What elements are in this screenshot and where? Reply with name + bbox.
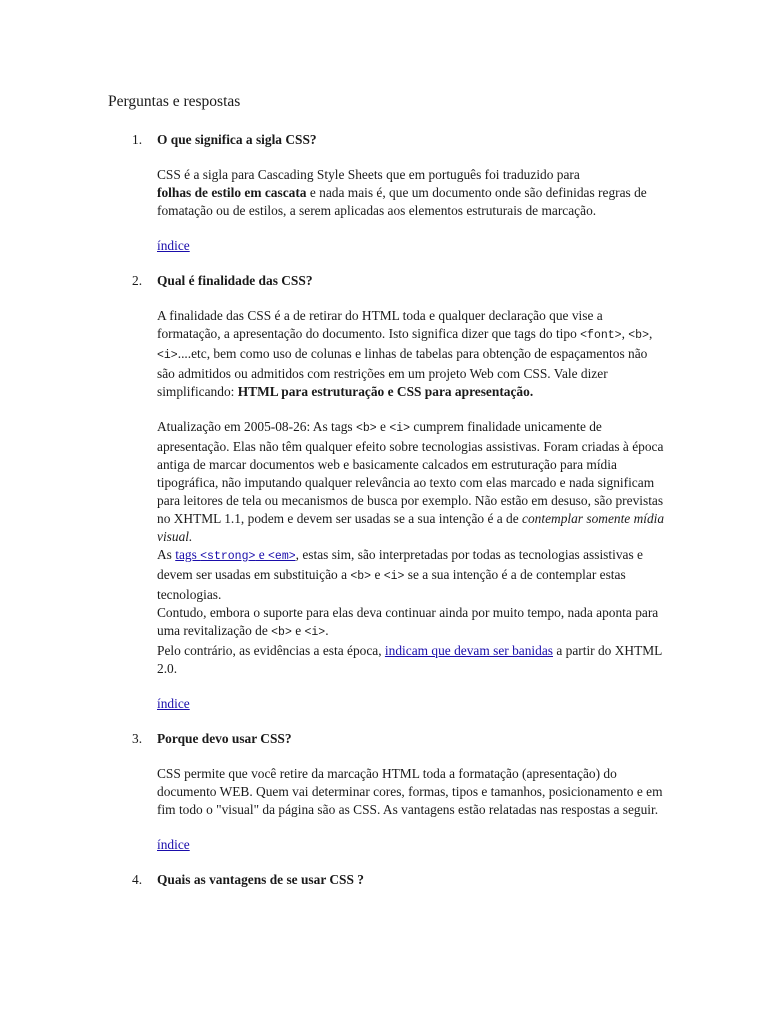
code-tag: <font> [580,329,622,342]
answer-paragraph [157,307,668,401]
answer-text: se a sua intenção é a de contemplar estas tecnologias. [157,567,626,602]
indicam-banidas-link[interactable]: indicam que devam ser banidas [384,643,553,658]
page-title: Perguntas e respostas [108,93,241,110]
answer-italic-text: contemplar somente mídia visual. [157,511,665,544]
update-paragraph [157,418,668,678]
qa-item-1 [108,131,668,255]
answer-text: ....etc, bem como uso de colunas e linhas de tabelas para obtenção de espaçamentos não são admitidos ou admitidos com restrições em um projeto Web com CSS. Vale dizer simplificando: [157,346,648,399]
answer-bold-text: folhas de estilo em cascata [157,185,307,200]
qa-item-3 [108,730,668,854]
indice-link[interactable]: índice [157,696,190,711]
answer-bold-text: HTML para estruturação e CSS para apresentação. [237,384,534,399]
answer-text: CSS é a sigla para Cascading Style Sheets que em português foi traduzido para [157,167,580,182]
qa-item-4 [108,871,668,889]
answer-text: A finalidade das CSS é a de retirar do HTML toda e qualquer declaração que vise a formatação, a apresentação do documento. Isto significa dizer que tags do tipo [157,308,603,341]
answer-text: , [648,326,653,341]
indice-link[interactable]: índice [157,837,190,852]
qa-item-2 [108,272,668,713]
answer-paragraph [157,166,668,220]
question-heading: O que significa a sigla CSS? [157,132,317,147]
answer-text: Atualização em 2005-08-26: As tags [157,419,356,434]
answer-text: e [291,623,305,638]
code-tag: <b> [271,626,292,639]
answer-text: . [325,623,329,638]
answer-text: e [376,419,390,434]
indice-link[interactable]: índice [157,238,190,253]
code-tag: <b> [628,329,649,342]
question-heading: Quais as vantagens de se usar CSS ? [157,872,364,887]
answer-paragraph: CSS permite que você retire da marcação HTML toda a formatação (apresentação) do documento WEB. Quem vai determinar cores, formas, tipos e tamanhos, posicionamento e em fim todo o "visual" da página são as CSS. As vantagens estão relatadas nas respostas a seguir. [157,766,663,817]
answer-text: e [371,567,384,582]
qa-number: 3. [132,731,143,746]
code-tag: <b> [350,570,372,583]
code-tag: <b> [355,422,377,435]
code-tag: <i> [389,422,411,435]
document-page [108,92,668,906]
tags-strong-em-link[interactable]: tags <strong> e <em> [175,547,296,563]
answer-text: , [621,326,629,341]
question-heading: Porque devo usar CSS? [157,731,292,746]
qa-number: 2. [132,273,143,288]
answer-text: As [157,547,176,562]
qa-number: 1. [132,132,143,147]
question-heading: Qual é finalidade das CSS? [157,273,313,288]
code-tag: <i> [157,349,178,362]
answer-text: Pelo contrário, as evidências a esta época, [157,643,385,658]
answer-text: a partir do XHTML 2.0. [157,643,662,676]
answer-text: Contudo, embora o suporte para elas deva continuar ainda por muito tempo, nada aponta para uma revitalização de [157,605,659,638]
code-tag: <i> [383,570,405,583]
code-tag: <i> [304,626,326,639]
answer-text: cumprem finalidade unicamente de apresentação. Elas não têm qualquer efeito sobre tecnologias assistivas. Foram criadas à época antiga de marcar documentos web e basicamente calcados em estruturação para mídia tipográfica, não imputando qualquer relevância ao texto com elas marcado e nada significam para leitores de tela ou mecanismos de busca por exemplo. Não estão em desuso, são previstas no XHTML 1.1, podem e devem ser usadas se a sua intenção é a de [157,419,664,526]
answer-text: e nada mais é, que um documento onde são definidas regras de fomatação ou de estilos, a serem aplicadas aos elementos estruturais de marcação. [157,185,647,218]
qa-number: 4. [132,872,143,887]
answer-text: , estas sim, são interpretadas por todas as tecnologias assistivas e devem ser usadas em substituição a [157,547,643,582]
